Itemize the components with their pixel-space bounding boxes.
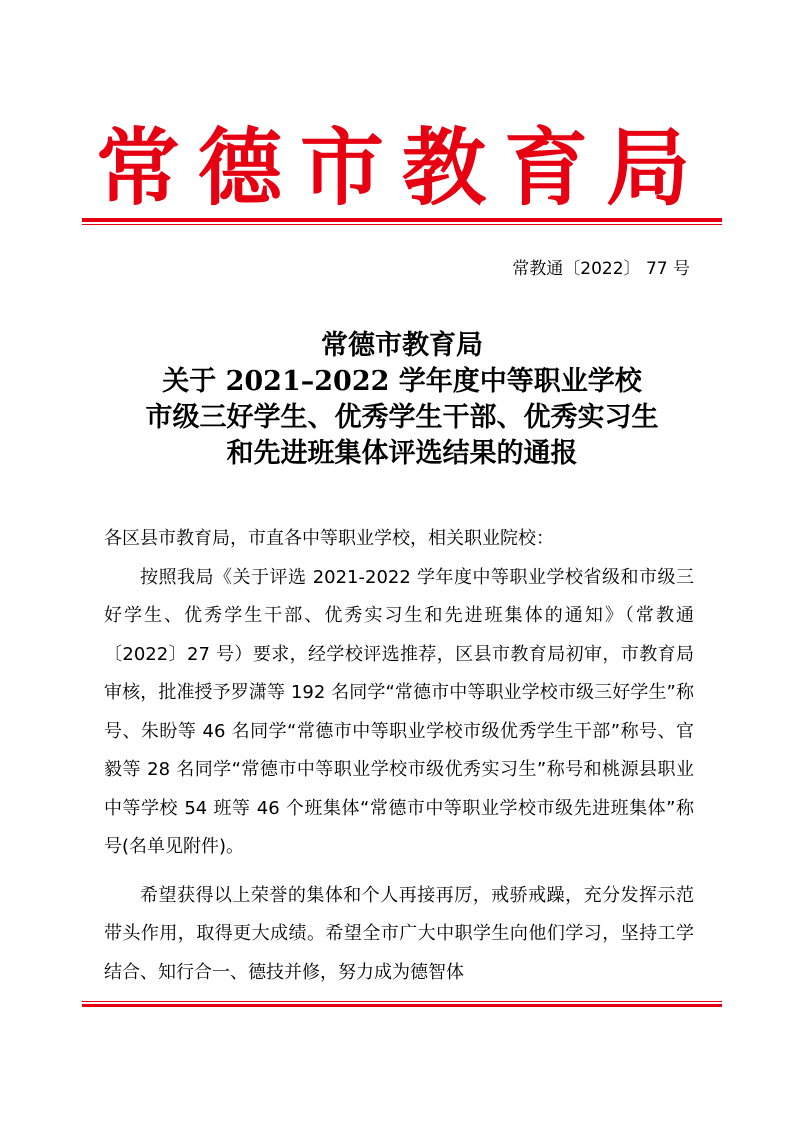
salutation: 各区县市教育局，市直各中等职业学校，相关职业院校： (104, 528, 554, 549)
body-paragraph: 希望获得以上荣誉的集体和个人再接再厉，戒骄戒躁，充分发挥示范带头作用，取得更大成绩。希望全市广大中职学生向他们学习，坚持工学结合、知行合一、德技并修，努力成为德智体 (104, 884, 694, 983)
footer-divider (82, 1001, 722, 1007)
document-number: 常教通〔2022〕 77 号 (512, 259, 690, 279)
document-body (104, 520, 694, 992)
org-masthead: 常德市教育局 (95, 118, 708, 217)
title-line: 市级三好学生、优秀学生干部、优秀实习生 (145, 402, 659, 433)
title-line: 常德市教育局 (321, 330, 483, 361)
header-divider (82, 218, 722, 225)
title-line: 关于 2021–2022 学年度中等职业学校 (162, 366, 642, 397)
title-line: 和先进班集体评选结果的通报 (226, 438, 578, 469)
document-title (82, 328, 722, 472)
body-paragraph: 按照我局《关于评选 2021-2022 学年度中等职业学校省级和市级三好学生、优秀学生干部、优秀实习生和先进班集体的通知》（常教通〔2022〕27 号）要求，经学校评选推荐，区县市教育局初审，市教育局审核，批准授予罗潇等 192 名同学“常德市中等职业学校市级三好学生”称号、朱盼等 46 名同学“常德市中等职业学校市级优秀学生干部”称号、官毅等 28 名同学“常德市中等职业学校市级优秀实习生”称号和桃源县职业中等学校 54 班等 46 个班集体“常德市中等职业学校市级先进班集体”称号(名单见附件)。 (104, 566, 694, 857)
